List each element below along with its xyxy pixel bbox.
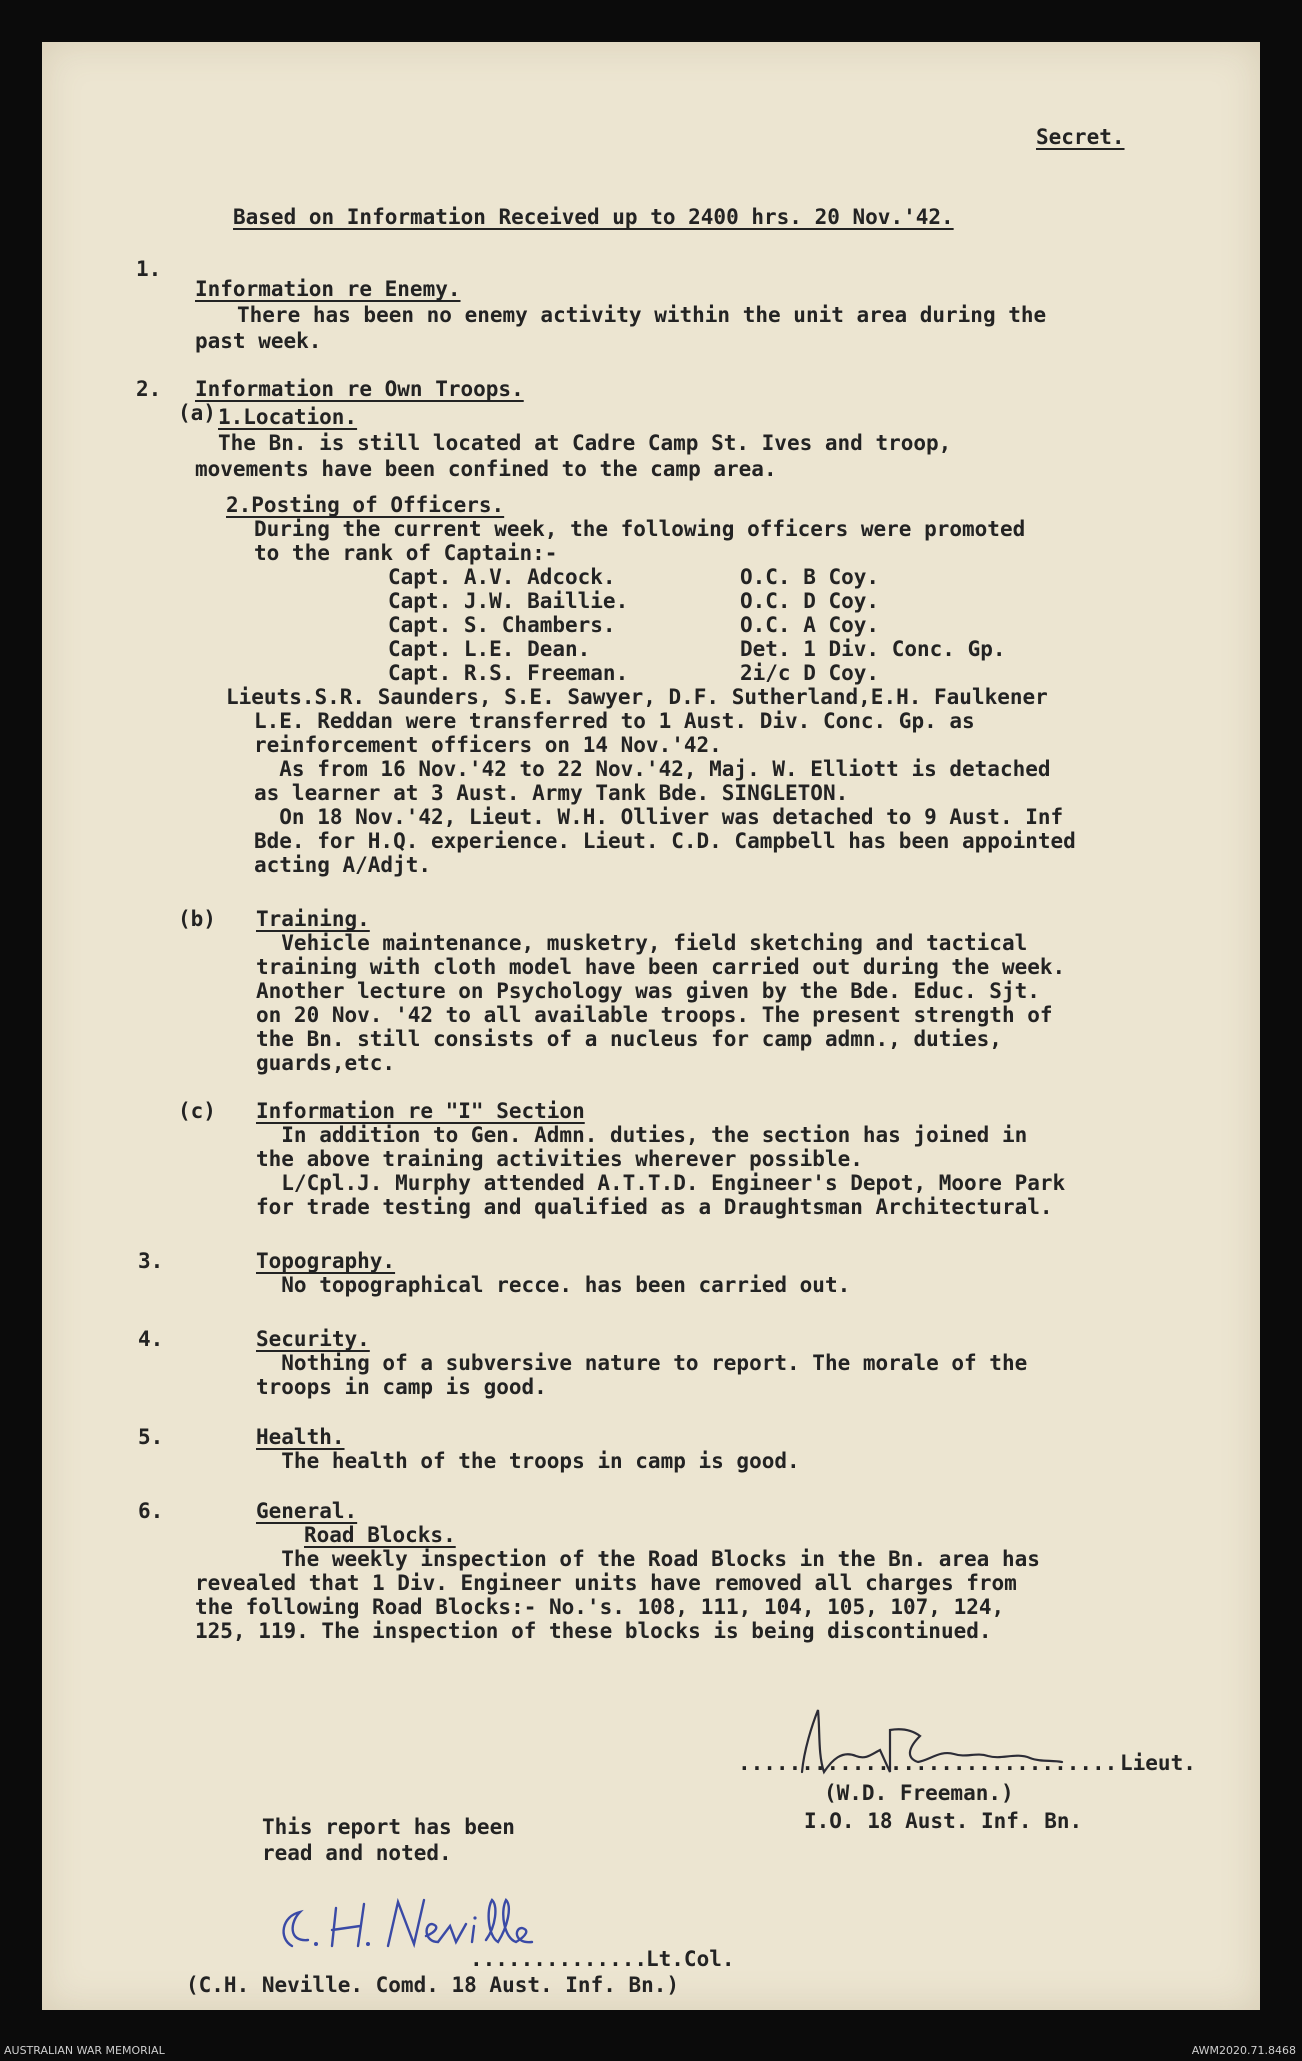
isection-line: In addition to Gen. Admn. duties, the section has joined in (256, 1123, 1028, 1147)
posting-line: During the current week, the following officers were promoted (254, 517, 1026, 541)
road-blocks-heading: Road Blocks. (304, 1523, 456, 1547)
training-heading: Training. (256, 907, 370, 931)
section-6-heading: General. (256, 1499, 358, 1523)
location-line: movements have been confined to the camp area. (195, 457, 777, 481)
neville-rank: Lt.Col. (646, 1947, 735, 1971)
training-line: guards,etc. (256, 1051, 396, 1075)
isection-line: the above training activities wherever possible. (256, 1147, 863, 1171)
secret-marking: Secret. (1036, 125, 1125, 149)
section-5-number: 5. (138, 1425, 164, 1449)
sub-a-marker: (a) (178, 401, 216, 425)
section-1-line: past week. (195, 329, 322, 353)
section-6-line: revealed that 1 Div. Engineer units have removed all charges from (195, 1571, 1017, 1595)
officer-role: 2i/c D Coy. (740, 661, 880, 685)
training-line: training with cloth model have been carried out during the week. (256, 955, 1066, 979)
section-3-number: 3. (138, 1249, 164, 1273)
section-5-heading: Health. (256, 1425, 345, 1449)
section-5-line: The health of the troops in camp is good. (256, 1449, 800, 1473)
section-4-heading: Security. (256, 1327, 370, 1351)
sub-c-marker: (c) (178, 1099, 216, 1123)
archive-label: AUSTRALIAN WAR MEMORIAL (4, 2044, 165, 2057)
section-3-heading: Topography. (256, 1249, 396, 1273)
neville-dots: .............. (470, 1947, 648, 1971)
section-1-number: 1. (136, 257, 162, 281)
freeman-signature (740, 1700, 1110, 1790)
section-6-line: The weekly inspection of the Road Blocks in the Bn. area has (256, 1547, 1040, 1571)
officer-name: Capt. J.W. Baillie. (388, 589, 629, 613)
section-2-number: 2. (136, 377, 162, 401)
posting-line: to the rank of Captain:- (254, 541, 558, 565)
isection-heading: Information re "I" Section (256, 1099, 585, 1123)
report-title: Based on Information Received up to 2400 hrs. 20 Nov.'42. (233, 205, 954, 229)
location-line: The Bn. is still located at Cadre Camp St. Ives and troop, (218, 431, 952, 455)
isection-line: L/Cpl.J. Murphy attended A.T.T.D. Engineer's Depot, Moore Park (256, 1171, 1066, 1195)
posting-text-line: Bde. for H.Q. experience. Lieut. C.D. Campbell has been appointed (254, 829, 1076, 853)
section-6-line: 125, 119. The inspection of these blocks is being discontinued. (195, 1619, 992, 1643)
neville-name-line: (C.H. Neville. Comd. 18 Aust. Inf. Bn.) (186, 1973, 680, 1997)
freeman-name: (W.D. Freeman.) (824, 1781, 1014, 1805)
officer-name: Capt. R.S. Freeman. (388, 661, 629, 685)
noted-line: read and noted. (262, 1841, 452, 1865)
section-3-line: No topographical recce. has been carried out. (256, 1273, 851, 1297)
officer-name: Capt. A.V. Adcock. (388, 565, 616, 589)
officer-role: Det. 1 Div. Conc. Gp. (740, 637, 1006, 661)
posting-text-line: On 18 Nov.'42, Lieut. W.H. Olliver was detached to 9 Aust. Inf (254, 805, 1064, 829)
training-line: the Bn. still consists of a nucleus for camp admn., duties, (256, 1027, 1002, 1051)
section-6-number: 6. (138, 1499, 164, 1523)
location-heading: 1.Location. (218, 405, 358, 429)
section-4-number: 4. (138, 1327, 164, 1351)
isection-line: for trade testing and qualified as a Draughtsman Architectural. (256, 1195, 1053, 1219)
section-2-heading: Information re Own Troops. (195, 377, 524, 401)
officer-role: O.C. D Coy. (740, 589, 880, 613)
posting-text-line: as learner at 3 Aust. Army Tank Bde. SINGLETON. (254, 781, 849, 805)
posting-text-line: L.E. Reddan were transferred to 1 Aust. Div. Conc. Gp. as (254, 709, 975, 733)
sub-b-marker: (b) (178, 907, 216, 931)
freeman-dots: .............................. (738, 1751, 1118, 1775)
section-4-line: Nothing of a subversive nature to report. The morale of the (256, 1351, 1028, 1375)
training-line: on 20 Nov. '42 to all available troops. The present strength of (256, 1003, 1053, 1027)
posting-text-line: acting A/Adjt. (254, 853, 432, 877)
training-line: Another lecture on Psychology was given by the Bde. Educ. Sjt. (256, 979, 1040, 1003)
officer-role: O.C. A Coy. (740, 613, 880, 637)
freeman-rank: Lieut. (1120, 1751, 1196, 1775)
posting-text-line: As from 16 Nov.'42 to 22 Nov.'42, Maj. W. Elliott is detached (254, 757, 1051, 781)
posting-heading: 2.Posting of Officers. (226, 493, 505, 517)
officer-name: Capt. S. Chambers. (388, 613, 616, 637)
officer-name: Capt. L.E. Dean. (388, 637, 591, 661)
training-line: Vehicle maintenance, musketry, field sketching and tactical (256, 931, 1028, 955)
freeman-appointment: I.O. 18 Aust. Inf. Bn. (804, 1809, 1083, 1833)
archive-reference: AWM2020.71.8468 (1191, 2044, 1296, 2057)
section-1-line: There has been no enemy activity within the unit area during the (237, 303, 1047, 327)
section-4-line: troops in camp is good. (256, 1375, 547, 1399)
noted-line: This report has been (262, 1815, 515, 1839)
section-6-line: the following Road Blocks:- No.'s. 108, 111, 104, 105, 107, 124, (195, 1595, 1005, 1619)
section-1-heading: Information re Enemy. (195, 277, 461, 301)
posting-text-line: reinforcement officers on 14 Nov.'42. (254, 733, 722, 757)
posting-text-line: Lieuts.S.R. Saunders, S.E. Sawyer, D.F. Sutherland,E.H. Faulkener (226, 685, 1048, 709)
officer-role: O.C. B Coy. (740, 565, 880, 589)
